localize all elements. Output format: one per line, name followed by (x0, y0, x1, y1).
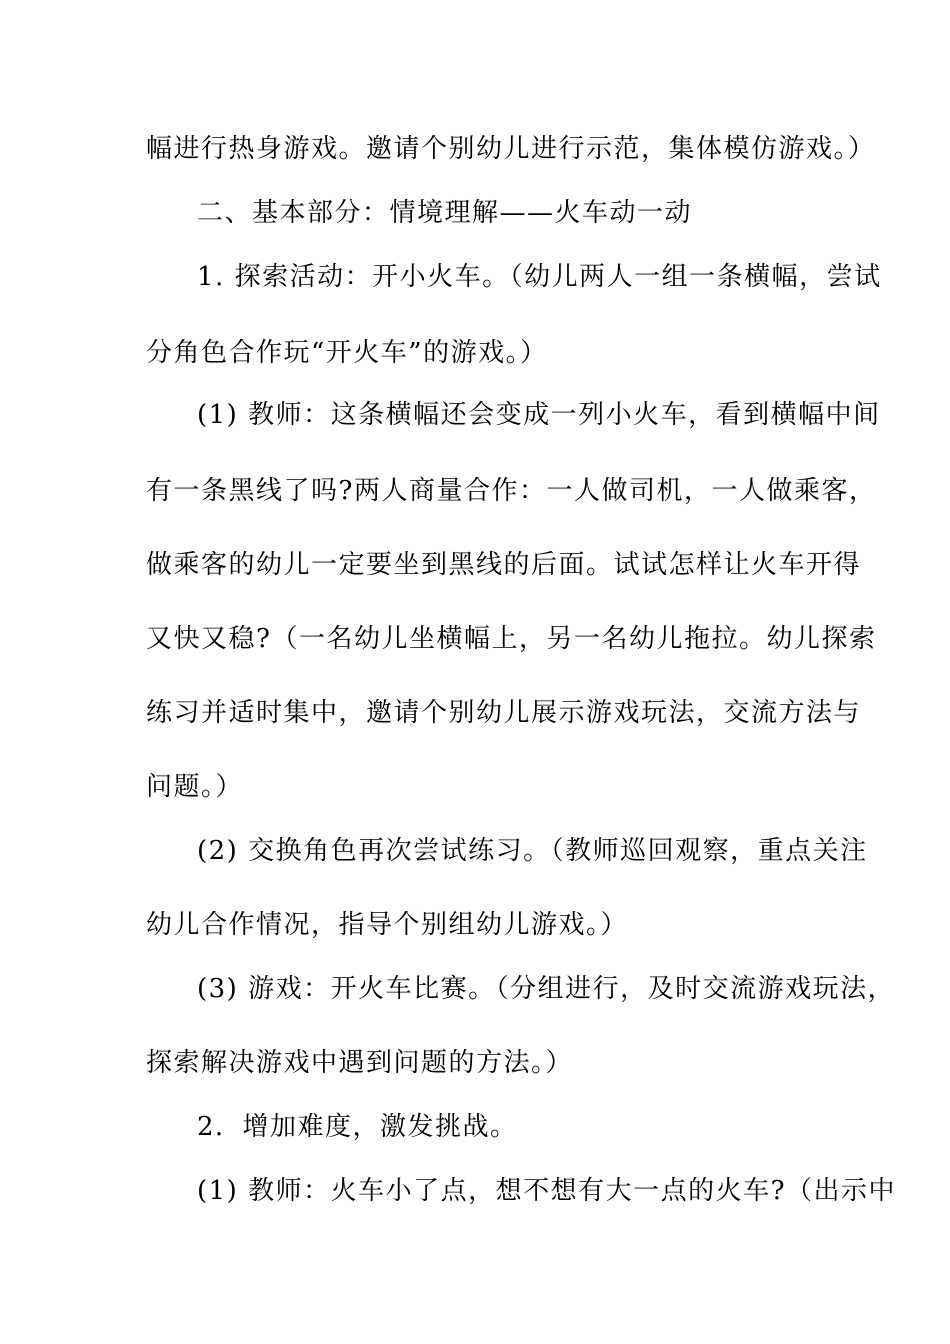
text-line: 做乘客的幼儿一定要坐到黑线的后面。试试怎样让火车开得 (146, 550, 862, 580)
text-line: 探索解决游戏中遇到问题的方法。） (146, 1048, 574, 1078)
text-line: 1. 探索活动：开小火车。（幼儿两人一组一条横幅，尝试 (197, 262, 882, 292)
text-line: 问题。） (146, 772, 244, 802)
text-line: 又快又稳?（一名幼儿坐横幅上，另一名幼儿拖拉。幼儿探索 (146, 624, 877, 654)
text-line: 练习并适时集中，邀请个别幼儿展示游戏玩法，交流方法与 (146, 698, 862, 728)
text-line: 幅进行热身游戏。邀请个别幼儿进行示范，集体模仿游戏。） (146, 134, 876, 164)
text-line: (2) 交换角色再次尝试练习。（教师巡回观察，重点关注 (197, 836, 868, 866)
text-line: 有一条黑线了吗?两人商量合作：一人做司机，一人做乘客， (146, 476, 877, 506)
text-line: (1) 教师：这条横幅还会变成一列小火车，看到横幅中间 (197, 400, 881, 430)
text-line: (3) 游戏：开火车比赛。（分组进行，及时交流游戏玩法， (197, 974, 896, 1004)
text-line: (1) 教师：火车小了点，想不想有大一点的火车?（出示中 (197, 1176, 897, 1206)
text-line: 幼儿合作情况，指导个别组幼儿游戏。） (146, 910, 629, 940)
subsection-heading: 2．增加难度，激发挑战。 (197, 1112, 518, 1142)
section-heading: 二、基本部分：情境理解——火车动一动 (197, 198, 693, 228)
text-line: 分角色合作玩“开火车”的游戏。） (146, 338, 548, 368)
